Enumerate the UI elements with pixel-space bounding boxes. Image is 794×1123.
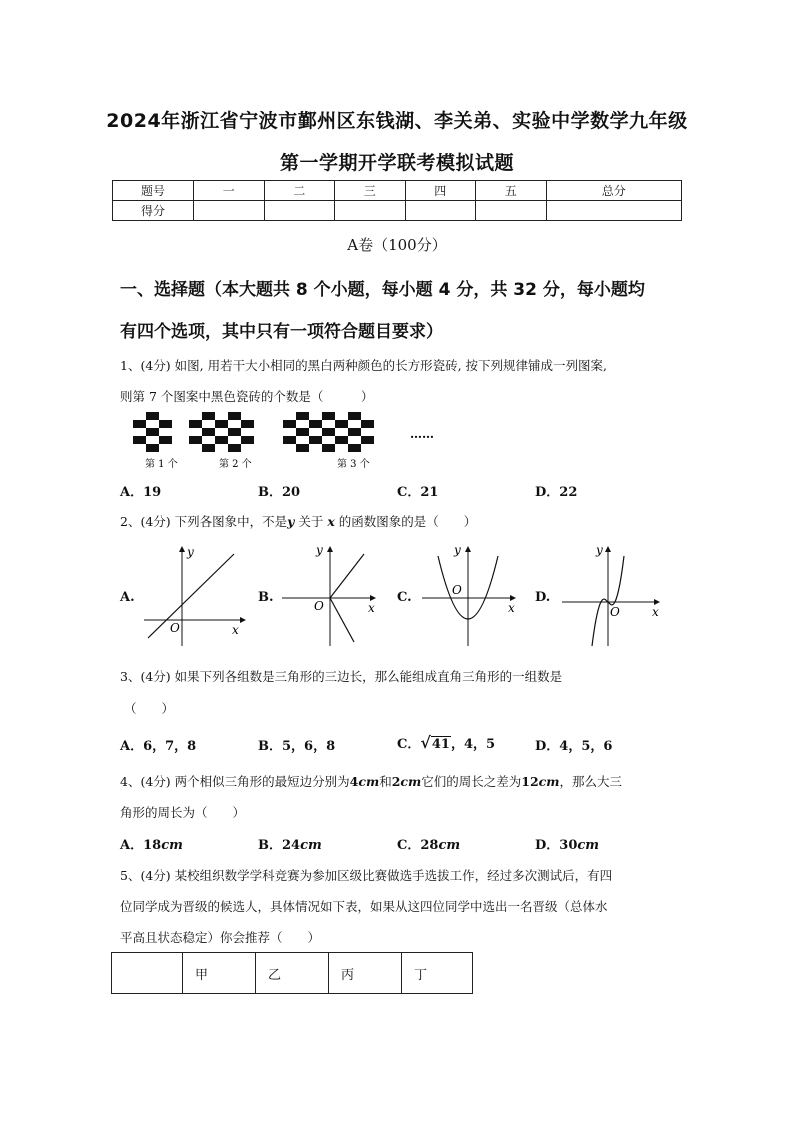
q2-var-x: x <box>327 514 335 529</box>
q4-option-a[interactable] <box>120 834 183 853</box>
section-1-line-1: 一、选择题（本大题共 8 个小题，每小题 4 分，共 32 分，每小题均 <box>120 280 645 300</box>
q1-fig-label-2: 第 2 个 <box>219 459 252 470</box>
q1-tile-pattern-figure <box>125 412 455 474</box>
graph-a-y-label: y <box>187 545 194 559</box>
tile-pattern-1 <box>133 412 172 452</box>
score-header-cell: 题号 <box>113 181 194 201</box>
score-header-cell: 三 <box>335 181 406 201</box>
q5-table-header-cell: 丙 <box>329 953 402 994</box>
q4-unit-1: cm <box>358 774 380 789</box>
q1-text-line-1: 1、(4分) 如图, 用若干大小相同的黑白两种颜色的长方形瓷砖, 按下列规律铺成一列图案, <box>120 358 608 373</box>
score-header-cell: 四 <box>405 181 476 201</box>
q3-text-line-2: （ ） <box>124 701 175 716</box>
score-table-header-row <box>113 181 682 201</box>
q5-table-header-cell: 甲 <box>183 953 256 994</box>
graph-c-origin: O <box>452 583 462 597</box>
q4-text-line-2: 角形的周长为（ ） <box>120 805 246 820</box>
graph-c-x-label: x <box>508 601 515 615</box>
score-input-cell[interactable] <box>335 201 406 221</box>
graph-a-x-label: x <box>232 623 239 637</box>
score-table <box>112 180 682 221</box>
score-input-cell[interactable] <box>476 201 547 221</box>
q2-option-b[interactable]: B. <box>258 590 274 605</box>
q2-text <box>120 512 476 530</box>
graph-b-x-label: x <box>368 601 375 615</box>
q4-option-c[interactable] <box>397 834 460 853</box>
graph-b-ray-down <box>330 598 354 642</box>
q4-option-b-unit: cm <box>300 838 322 853</box>
score-input-cell[interactable] <box>405 201 476 221</box>
q4-option-b[interactable] <box>258 834 322 853</box>
q5-table-header-cell: 丁 <box>402 953 473 994</box>
q2-option-c[interactable]: C. <box>397 590 412 605</box>
q1-text-line-2: 则第 7 个图案中黑色瓷砖的个数是（ ） <box>120 389 374 404</box>
q1-option-b[interactable]: B．20 <box>258 485 301 500</box>
q3-option-c[interactable] <box>397 733 495 752</box>
q4-value-2: 2 <box>391 774 401 789</box>
q2-text-mid: 关于 <box>294 514 328 529</box>
q4-value-3: 12 <box>521 774 539 789</box>
tile-pattern-3 <box>283 412 374 452</box>
q5-text-line-2: 位同学成为晋级的候选人，具体情况如下表，如果从这四位同学中选出一名晋级（总体水 <box>120 899 608 914</box>
graph-b-origin: O <box>314 599 324 613</box>
paper-a-heading: A卷（100分） <box>347 236 447 254</box>
graph-a-line <box>148 554 234 638</box>
tile-pattern-2 <box>189 412 254 452</box>
q2-graph-d <box>556 542 666 650</box>
q2-option-d[interactable]: D. <box>535 590 551 605</box>
q4-text-part-c: 它们的周长之差为 <box>421 774 522 789</box>
score-input-cell[interactable] <box>264 201 335 221</box>
q4-option-c-value: C．28 <box>397 838 439 853</box>
graph-b-y-label: y <box>316 543 323 557</box>
q2-var-y: y <box>287 514 295 529</box>
q5-table-header-cell: 乙 <box>256 953 329 994</box>
q2-text-suffix: 的函数图象的是（ ） <box>334 514 477 529</box>
q2-graph-b <box>276 542 380 650</box>
q4-text-part-b: 和 <box>379 774 392 789</box>
q3-option-c-suffix: ，4，5 <box>450 737 496 752</box>
graph-d-origin: O <box>610 605 620 619</box>
q3-option-d[interactable]: D．4，5，6 <box>535 739 613 754</box>
q1-option-c[interactable]: C．21 <box>397 485 439 500</box>
score-header-cell: 二 <box>264 181 335 201</box>
score-header-cell: 一 <box>194 181 265 201</box>
q4-text-line-1 <box>120 772 622 790</box>
q5-table-header-row <box>112 953 473 994</box>
score-header-cell: 总分 <box>546 181 682 201</box>
graph-a-origin: O <box>170 621 180 635</box>
q3-text-line-1: 3、(4分) 如果下列各组数是三角形的三边长，那么能组成直角三角形的一组数是 <box>120 669 563 684</box>
q4-unit-3: cm <box>538 774 560 789</box>
q4-text-part-a: 4、(4分) 两个相似三角形的最短边分别为 <box>120 774 350 789</box>
q2-graph-a <box>138 542 250 650</box>
q5-text-line-3: 平高且状态稳定）你会推荐（ ） <box>120 930 321 945</box>
q3-option-c-prefix: C． <box>397 737 421 752</box>
title-line-1: 2024年浙江省宁波市鄞州区东钱湖、李关弟、实验中学数学九年级 <box>106 110 688 132</box>
q1-option-d[interactable]: D．22 <box>535 485 578 500</box>
q3-option-b[interactable]: B．5，6，8 <box>258 739 336 754</box>
q4-option-d[interactable] <box>535 834 599 853</box>
q5-text-line-1: 5、(4分) 某校组织数学学科竞赛为参加区级比赛做选手选拔工作，经过多次测试后，有四 <box>120 868 613 883</box>
q2-graph-c <box>416 542 520 650</box>
q4-option-d-unit: cm <box>577 838 600 853</box>
sqrt-icon: √ <box>420 733 431 752</box>
score-input-cell[interactable] <box>194 201 265 221</box>
q4-option-c-unit: cm <box>438 838 461 853</box>
section-1-line-2: 有四个选项，其中只有一项符合题目要求） <box>120 322 443 342</box>
title-line-2: 第一学期开学联考模拟试题 <box>279 152 514 174</box>
q4-unit-2: cm <box>400 774 422 789</box>
q3-option-a[interactable]: A．6，7，8 <box>120 739 197 754</box>
graph-b-ray-up <box>330 554 364 598</box>
q3-option-c-radicand: 41 <box>431 737 450 752</box>
q2-option-a[interactable]: A. <box>120 590 135 605</box>
q4-value-1: 4 <box>349 774 359 789</box>
score-header-cell: 五 <box>476 181 547 201</box>
graph-d-y-label: y <box>596 543 603 557</box>
score-table-score-row <box>113 201 682 221</box>
q4-option-d-value: D．30 <box>535 838 578 853</box>
q1-option-a[interactable]: A．19 <box>120 485 162 500</box>
q5-table <box>111 952 473 994</box>
q4-option-a-unit: cm <box>161 838 183 853</box>
q5-table-header-cell <box>112 953 183 994</box>
q1-fig-label-3: 第 3 个 <box>337 459 370 470</box>
q4-option-b-value: B．24 <box>258 838 301 853</box>
q1-fig-label-1: 第 1 个 <box>145 459 178 470</box>
score-input-cell[interactable] <box>546 201 682 221</box>
q4-option-a-value: A．18 <box>120 838 162 853</box>
graph-d-x-label: x <box>652 605 659 619</box>
q2-text-prefix: 2、(4分) 下列各图象中，不是 <box>120 514 288 529</box>
graph-c-y-label: y <box>454 543 461 557</box>
score-row-label: 得分 <box>113 201 194 221</box>
q1-ellipsis: …… <box>410 427 434 441</box>
q4-text-part-d: ，那么大三 <box>559 774 623 789</box>
